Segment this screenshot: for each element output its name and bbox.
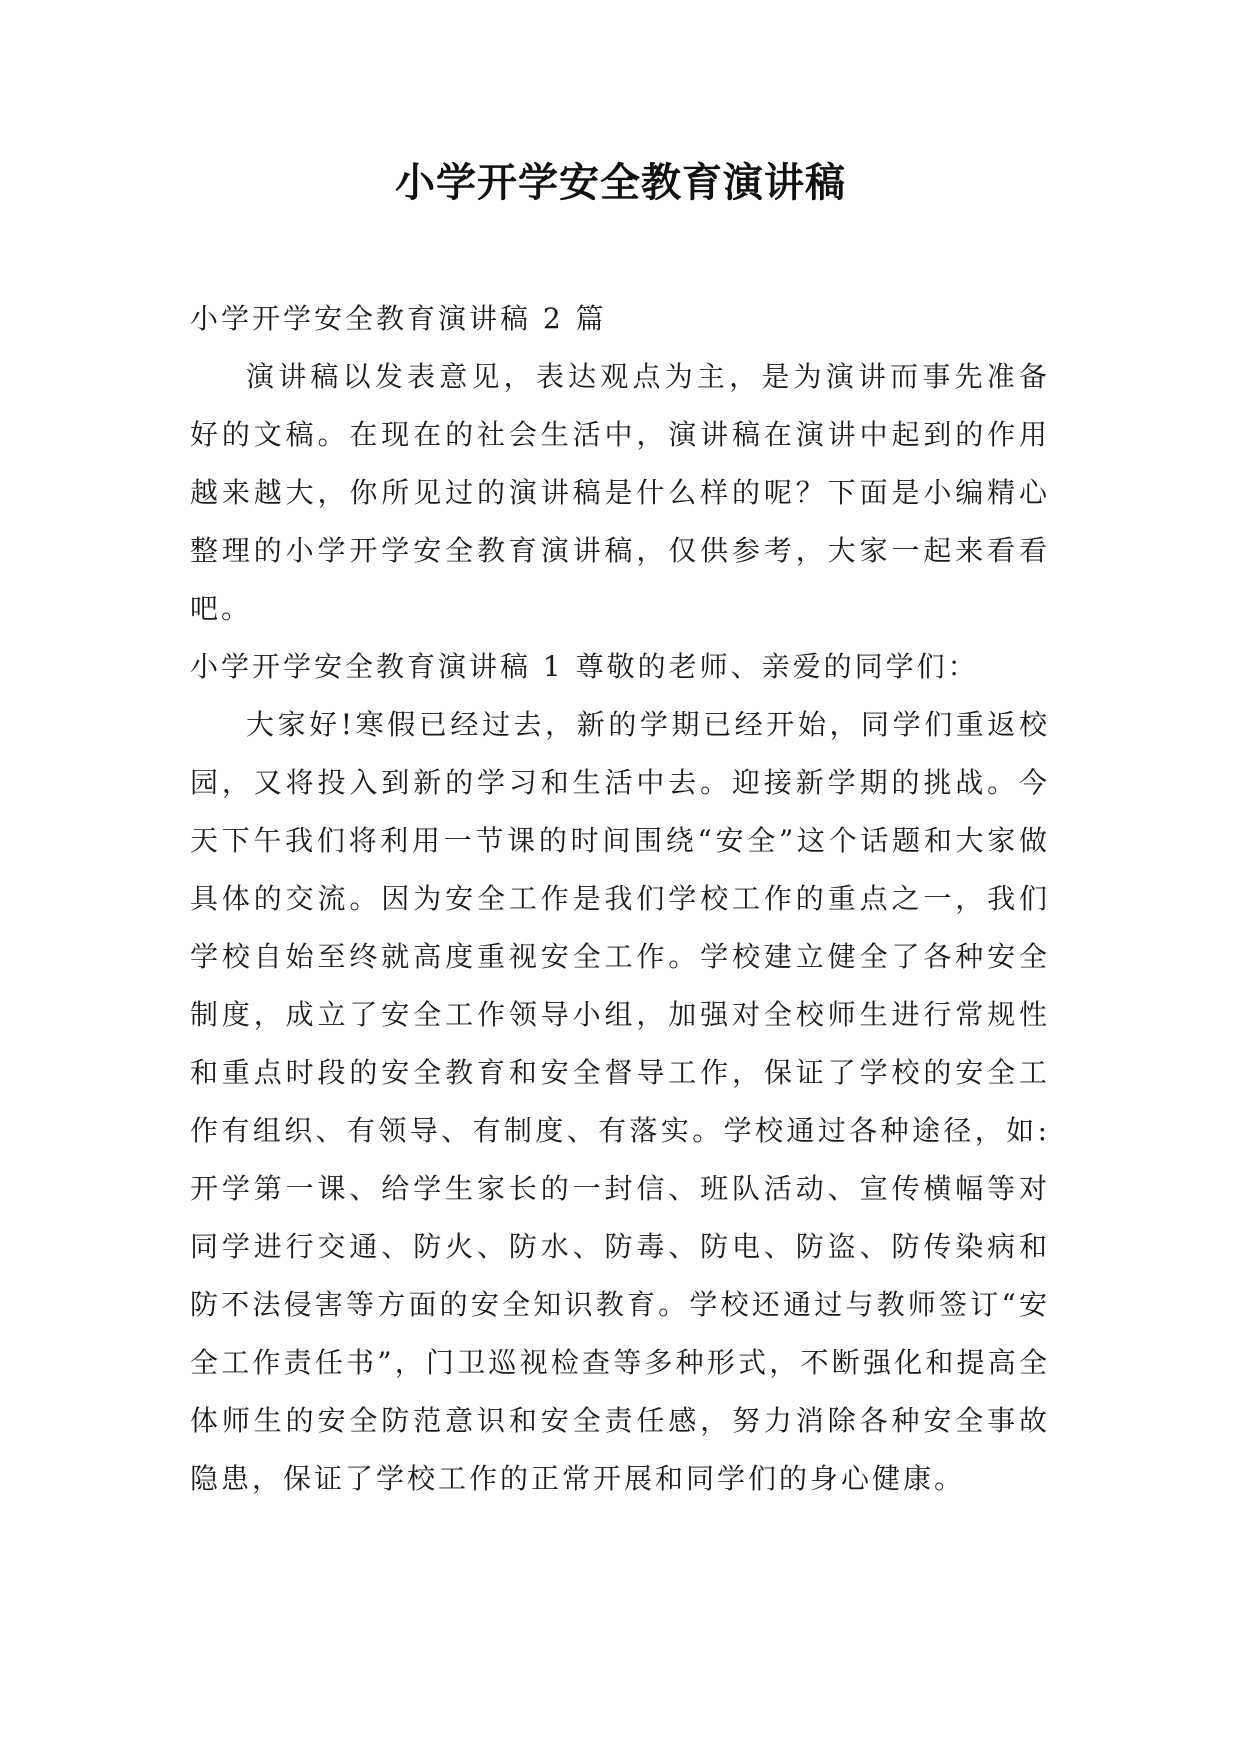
document-title: 小学开学安全教育演讲稿 <box>395 160 846 206</box>
intro-paragraph: 演讲稿以发表意见，表达观点为主，是为演讲而事先准备好的文稿。在现在的社会生活中，演讲稿在演讲中起到的作用越来越大，你所见过的演讲稿是什么样的呢？下面是小编精心整理的小学开学安全教育演讲稿，仅供参考，大家一起来看看吧。 <box>190 360 1050 625</box>
section-heading: 小学开学安全教育演讲稿 2 篇 <box>190 302 607 335</box>
speech-paragraph: 大家好!寒假已经过去，新的学期已经开始，同学们重返校园，又将投入到新的学习和生活中去。迎接新学期的挑战。今天下午我们将利用一节课的时间围绕“安全”这个话题和大家做具体的交流。因为安全工作是我们学校工作的重点之一，我们学校自始至终就高度重视安全工作。学校建立健全了各种安全制度，成立了安全工作领导小组，加强对全校师生进行常规性和重点时段的安全教育和安全督导工作，保证了学校的安全工作有组织、有领导、有制度、有落实。学校通过各种途径，如:开学第一课、给学生家长的一封信、班队活动、宣传横幅等对同学进行交通、防火、防水、防毒、防电、防盗、防传染病和防不法侵害等方面的安全知识教育。学校还通过与教师签订“安全工作责任书”，门卫巡视检查等多种形式，不断强化和提高全体师生的安全防范意识和安全责任感，努力消除各种安全事故隐患，保证了学校工作的正常开展和同学们的身心健康。 <box>190 708 1050 1495</box>
document-body <box>190 290 1050 1508</box>
speech-heading: 小学开学安全教育演讲稿 1 尊敬的老师、亲爱的同学们： <box>190 650 979 683</box>
